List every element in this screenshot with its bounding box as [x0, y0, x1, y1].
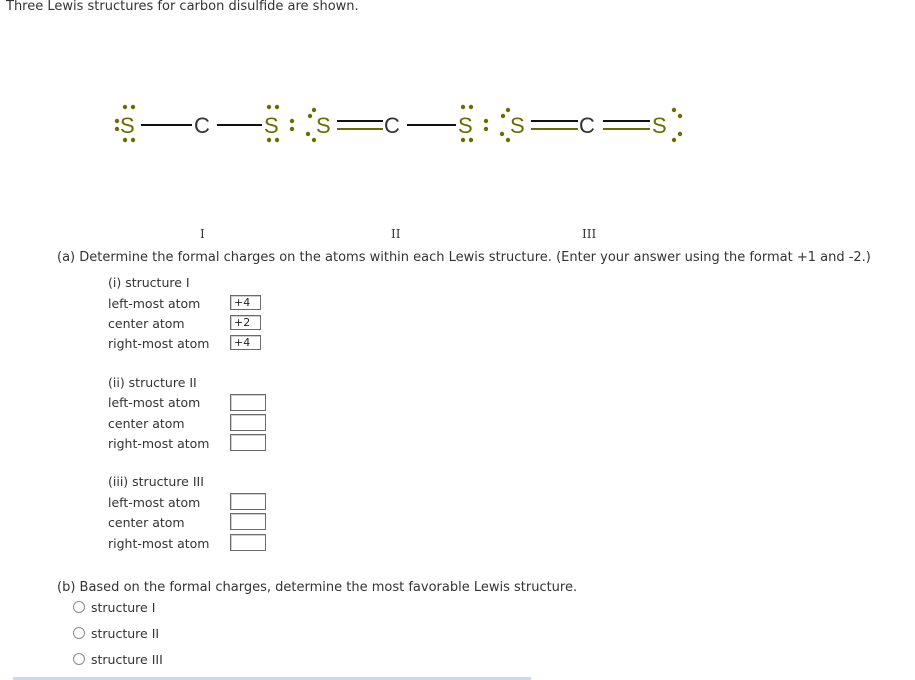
group-III-right-label: right-most atom — [108, 536, 210, 551]
group-II-right-label: right-most atom — [108, 436, 210, 451]
structure-III-drawing — [500, 108, 682, 142]
radio-structure-III[interactable] — [73, 653, 85, 665]
option-structure-III-label: structure III — [91, 652, 163, 667]
radio-structure-I[interactable] — [73, 601, 85, 613]
part-b-prompt: (b) Based on the formal charges, determine the most favorable Lewis structure. — [57, 580, 578, 595]
structure-II-center-C: C — [384, 113, 400, 138]
structure-I-center-C: C — [194, 113, 210, 138]
label-structure-III: III — [582, 227, 597, 241]
intro-text: Three Lewis structures for carbon disulfide are shown. — [6, 0, 359, 14]
group-III-left-label: left-most atom — [108, 495, 201, 510]
structure-III-right-S: S — [652, 113, 667, 138]
group-I-center-input[interactable]: +2 — [230, 315, 261, 330]
group-III-left-input[interactable] — [230, 493, 266, 510]
group-I-left-input[interactable]: +4 — [230, 295, 261, 310]
structure-I-right-S: S — [264, 113, 279, 138]
radio-structure-II[interactable] — [73, 627, 85, 639]
option-structure-II-label: structure II — [91, 626, 160, 641]
group-II-title: (ii) structure II — [108, 375, 197, 390]
structure-III-center-C: C — [579, 113, 595, 138]
lewis-structures-figure — [0, 0, 915, 250]
group-I-right-label: right-most atom — [108, 336, 210, 351]
label-structure-II: II — [391, 227, 401, 241]
group-III-center-input[interactable] — [230, 513, 266, 530]
structure-I-left-S: S — [120, 113, 135, 138]
label-structure-I: I — [200, 227, 205, 241]
structure-II-drawing — [306, 105, 488, 142]
structure-II-left-S: S — [316, 113, 331, 138]
group-II-left-label: left-most atom — [108, 395, 201, 410]
structure-II-right-S: S — [458, 113, 473, 138]
group-III-title: (iii) structure III — [108, 474, 204, 489]
group-II-left-input[interactable] — [230, 394, 266, 411]
group-II-center-input[interactable] — [230, 414, 266, 431]
option-structure-I-label: structure I — [91, 600, 156, 615]
group-III-right-input[interactable] — [230, 534, 266, 551]
structure-III-left-S: S — [510, 113, 525, 138]
group-I-center-label: center atom — [108, 316, 185, 331]
group-II-center-label: center atom — [108, 416, 185, 431]
group-III-center-label: center atom — [108, 515, 185, 530]
group-II-right-input[interactable] — [230, 434, 266, 451]
group-I-title: (i) structure I — [108, 275, 190, 290]
part-a-prompt: (a) Determine the formal charges on the atoms within each Lewis structure. (Enter your answer using the format +1 and -2.) — [57, 250, 871, 265]
group-I-left-label: left-most atom — [108, 296, 201, 311]
group-I-right-input[interactable]: +4 — [230, 335, 261, 350]
structure-I-drawing — [115, 105, 294, 142]
